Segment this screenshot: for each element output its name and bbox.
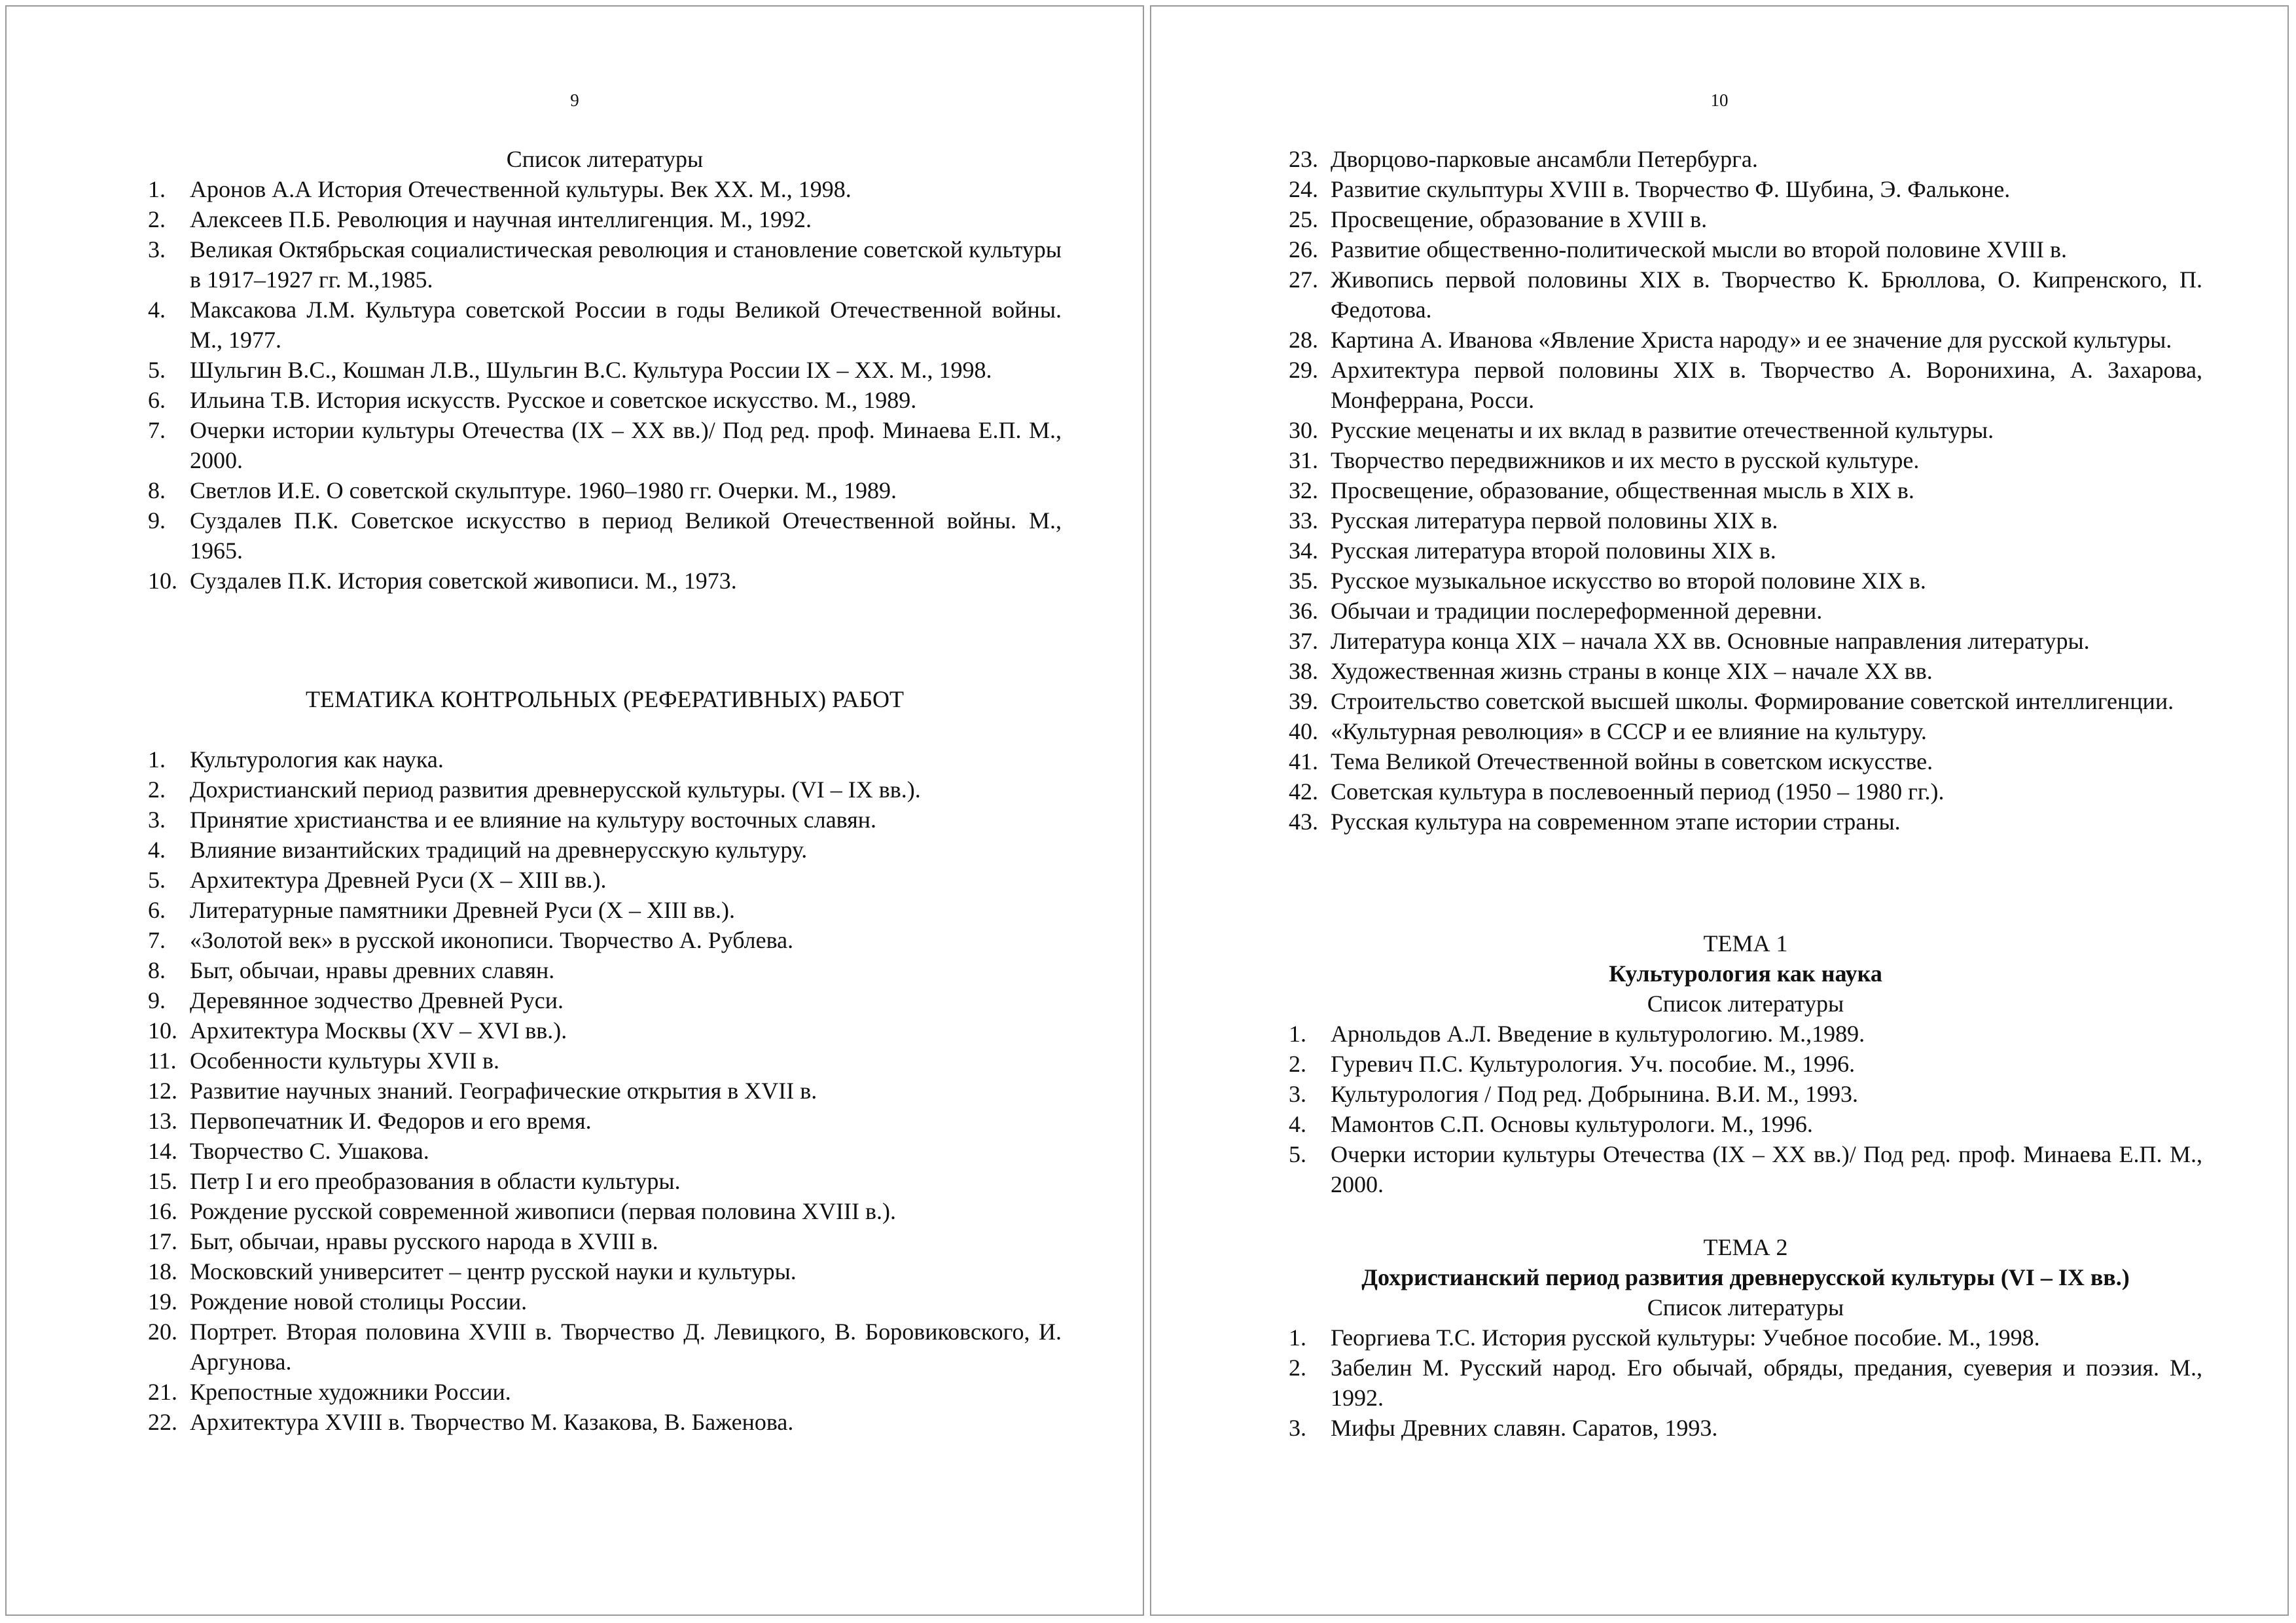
list-item-number: 1. <box>1289 1324 1306 1351</box>
list-item-number: 17. <box>148 1228 177 1254</box>
list-item <box>1289 204 2202 234</box>
list-item-number: 5. <box>1289 1141 1306 1167</box>
list-item-text: Алексеев П.Б. Революция и научная интеллигенция. М., 1992. <box>190 206 812 232</box>
list-item <box>1289 355 2202 415</box>
list-item-number: 12. <box>148 1078 177 1104</box>
list-item-text: Картина А. Иванова «Явление Христа народу» и ее значение для русской культуры. <box>1331 327 2172 353</box>
list-item-text: Ильина Т.В. История искусств. Русское и советское искусство. М., 1989. <box>190 387 917 413</box>
list-item-text: Дворцово-парковые ансамбли Петербурга. <box>1331 146 1758 172</box>
list-item-number: 20. <box>148 1319 177 1345</box>
list-item-text: Быт, обычаи, нравы древних славян. <box>190 957 555 983</box>
list-item-text: Литература конца XIX – начала XX вв. Основные направления литературы. <box>1331 628 2090 654</box>
list-item <box>1289 686 2202 716</box>
list-item <box>148 775 1062 805</box>
list-item-number: 8. <box>148 957 166 983</box>
list-item-number: 36. <box>1289 598 1318 624</box>
list-item-number: 35. <box>1289 568 1318 594</box>
list-item <box>1289 1019 2202 1049</box>
list-item <box>1289 566 2202 596</box>
list-item <box>1289 325 2202 355</box>
list-item-number: 2. <box>148 206 166 232</box>
list-item-text: «Золотой век» в русской иконописи. Творчество А. Рублева. <box>190 927 794 953</box>
list-item <box>148 204 1062 234</box>
list-item <box>1289 807 2202 837</box>
list-item <box>148 1106 1062 1136</box>
list-item <box>1289 234 2202 264</box>
list-item-text: Архитектура первой половины XIX в. Творчество А. Воронихина, А. Захарова, Монферрана, Росси. <box>1331 357 2202 413</box>
list-item-text: Русское музыкальное искусство во второй половине XIX в. <box>1331 568 1926 594</box>
list-item-number: 15. <box>148 1168 177 1194</box>
list-item-number: 32. <box>1289 477 1318 503</box>
list-item-text: Московский университет – центр русской науки и культуры. <box>190 1258 797 1285</box>
list-item-number: 29. <box>1289 357 1318 383</box>
tema1-subtitle: Список литературы <box>1647 991 1844 1017</box>
list-item-number: 27. <box>1289 266 1318 293</box>
list-item <box>1289 144 2202 174</box>
list-item <box>148 385 1062 415</box>
list-item-number: 28. <box>1289 327 1318 353</box>
list-item <box>148 955 1062 985</box>
list-item-text: Творчество С. Ушакова. <box>190 1138 429 1164</box>
list-item-number: 3. <box>1289 1415 1306 1441</box>
list-item <box>148 174 1062 204</box>
topics-list <box>148 744 1062 1437</box>
list-item <box>1289 1049 2202 1079</box>
list-item-text: Рождение новой столицы России. <box>190 1288 528 1315</box>
list-item-number: 6. <box>148 897 166 923</box>
list-item-number: 5. <box>148 867 166 893</box>
list-item-number: 37. <box>1289 628 1318 654</box>
list-item-text: Суздалев П.К. Советское искусство в период Великой Отечественной войны. М., 1965. <box>190 507 1062 564</box>
list-item <box>1289 264 2202 325</box>
list-item-text: «Культурная революция» в СССР и ее влияние на культуру. <box>1331 718 1927 744</box>
list-item-text: Обычаи и традиции послереформенной деревни. <box>1331 598 1823 624</box>
list-item-number: 26. <box>1289 236 1318 263</box>
list-item-number: 7. <box>148 417 166 443</box>
list-item-number: 31. <box>1289 447 1318 473</box>
list-item <box>1289 776 2202 807</box>
list-item <box>1289 1139 2202 1199</box>
list-item <box>148 415 1062 475</box>
list-item-text: Шульгин В.С., Кошман Л.В., Шульгин В.С. Культура России IX – XX. М., 1998. <box>190 357 992 383</box>
list-item-number: 3. <box>148 236 166 263</box>
list-item <box>1289 1109 2202 1139</box>
list-item-text: Крепостные художники России. <box>190 1379 511 1405</box>
tema2-title: Дохристианский период развития древнерусской культуры (VI – IX вв.) <box>1361 1264 2130 1290</box>
list-item-text: Строительство советской высшей школы. Формирование советской интеллигенции. <box>1331 688 2174 714</box>
list-item-number: 10. <box>148 568 177 594</box>
list-item-text: Светлов И.Е. О советской скульптуре. 1960–1980 гг. Очерки. М., 1989. <box>190 477 897 503</box>
page-right <box>1150 5 2289 1616</box>
list-item-text: Литературные памятники Древней Руси (X – XIII вв.). <box>190 897 735 923</box>
list-item <box>148 835 1062 865</box>
list-item <box>148 505 1062 566</box>
list-item-text: Очерки истории культуры Отечества (IX – XX вв.)/ Под ред. проф. Минаева Е.П. М., 2000. <box>1331 1141 2202 1197</box>
list-item-number: 43. <box>1289 809 1318 835</box>
tema2-list <box>1289 1322 2202 1443</box>
list-item-number: 9. <box>148 507 166 534</box>
list-item-number: 38. <box>1289 658 1318 684</box>
list-item-text: Арнольдов А.Л. Введение в культурологию. М.,1989. <box>1331 1021 1865 1047</box>
list-item-number: 4. <box>148 837 166 863</box>
list-item <box>148 1377 1062 1407</box>
list-item <box>148 1076 1062 1106</box>
list-item-text: Великая Октябрьская социалистическая революция и становление советской культуры в 1917–1927 гг. М.,1985. <box>190 236 1062 293</box>
list-item-text: Быт, обычаи, нравы русского народа в XVIII в. <box>190 1228 658 1254</box>
list-item-number: 1. <box>148 176 166 202</box>
list-item <box>148 566 1062 596</box>
tema2-subtitle: Список литературы <box>1647 1294 1844 1321</box>
list-item-text: Забелин М. Русский народ. Его обычай, обряды, предания, суеверия и поэзия. М., 1992. <box>1331 1355 2202 1411</box>
list-item <box>148 1407 1062 1437</box>
list-item-number: 41. <box>1289 748 1318 775</box>
list-item-number: 4. <box>148 297 166 323</box>
list-item-text: Художественная жизнь страны в конце XIX – начале XX вв. <box>1331 658 1933 684</box>
list-item-number: 7. <box>148 927 166 953</box>
list-item <box>1289 475 2202 505</box>
tema2-label: ТЕМА 2 <box>1703 1234 1788 1260</box>
list-item <box>1289 536 2202 566</box>
page-content <box>1289 144 2202 1443</box>
list-item <box>1289 1079 2202 1109</box>
list-item <box>148 985 1062 1015</box>
list-item-number: 2. <box>1289 1355 1306 1381</box>
list-item-number: 19. <box>148 1288 177 1315</box>
list-item <box>1289 415 2202 445</box>
list-item-text: Русская литература первой половины XIX в. <box>1331 507 1778 534</box>
list-item-number: 21. <box>148 1379 177 1405</box>
list-item-number: 3. <box>148 807 166 833</box>
list-item <box>1289 505 2202 536</box>
list-item <box>148 1256 1062 1286</box>
list-item-number: 39. <box>1289 688 1318 714</box>
list-item <box>148 1286 1062 1317</box>
list-item-number: 1. <box>1289 1021 1306 1047</box>
list-item-text: Архитектура Древней Руси (X – XIII вв.). <box>190 867 607 893</box>
list-item-number: 1. <box>148 746 166 773</box>
list-item <box>148 1015 1062 1046</box>
list-item-text: Тема Великой Отечественной войны в советском искусстве. <box>1331 748 1933 775</box>
list-item-text: Культурология как наука. <box>190 746 444 773</box>
list-item-text: Архитектура Москвы (XV – XVI вв.). <box>190 1017 567 1044</box>
list-item-text: Дохристианский период развития древнерусской культуры. (VI – IX вв.). <box>190 776 921 803</box>
list-item <box>148 1136 1062 1166</box>
tema1-list <box>1289 1019 2202 1199</box>
list-item-text: Влияние византийских традиций на древнерусскую культуру. <box>190 837 808 863</box>
list-item-text: Архитектура XVIII в. Творчество М. Казакова, В. Баженова. <box>190 1409 794 1435</box>
list-item <box>1289 174 2202 204</box>
list-item <box>148 475 1062 505</box>
list-item-text: Портрет. Вторая половина XVIII в. Творчество Д. Левицкого, В. Боровиковского, И. Аргунова. <box>190 1319 1062 1375</box>
tema1-title: Культурология как наука <box>1609 960 1882 987</box>
list-item <box>1289 746 2202 776</box>
list-item-text: Деревянное зодчество Древней Руси. <box>190 987 564 1013</box>
list-item <box>1289 1353 2202 1413</box>
list-item-number: 23. <box>1289 146 1318 172</box>
list-item-text: Петр I и его преобразования в области культуры. <box>190 1168 681 1194</box>
list-item-number: 42. <box>1289 778 1318 805</box>
list-item-text: Суздалев П.К. История советской живописи. М., 1973. <box>190 568 737 594</box>
topics-title: ТЕМАТИКА КОНТРОЛЬНЫХ (РЕФЕРАТИВНЫХ) РАБОТ <box>306 686 904 712</box>
list-item-text: Георгиева Т.С. История русской культуры: Учебное пособие. М., 1998. <box>1331 1324 2040 1351</box>
list-item-number: 40. <box>1289 718 1318 744</box>
list-item-number: 25. <box>1289 206 1318 232</box>
list-item-number: 33. <box>1289 507 1318 534</box>
list-item <box>148 1166 1062 1196</box>
list-item <box>148 895 1062 925</box>
list-item-text: Творчество передвижников и их место в русской культуре. <box>1331 447 1920 473</box>
list-item-number: 18. <box>148 1258 177 1285</box>
tema1-label: ТЕМА 1 <box>1703 930 1788 957</box>
list-item-text: Русская литература второй половины XIX в. <box>1331 538 1776 564</box>
list-item <box>148 1046 1062 1076</box>
list-item-number: 3. <box>1289 1081 1306 1107</box>
list-item-number: 8. <box>148 477 166 503</box>
list-item-text: Принятие христианства и ее влияние на культуру восточных славян. <box>190 807 877 833</box>
list-item-text: Первопечатник И. Федоров и его время. <box>190 1108 592 1134</box>
list-item-text: Культурология / Под ред. Добрынина. В.И. М., 1993. <box>1331 1081 1859 1107</box>
list-item-text: Развитие научных знаний. Географические открытия в XVII в. <box>190 1078 817 1104</box>
list-item-text: Живопись первой половины XIX в. Творчество К. Брюллова, О. Кипренского, П. Федотова. <box>1331 266 2202 323</box>
list-item-text: Мифы Древних славян. Саратов, 1993. <box>1331 1415 1718 1441</box>
list-item <box>148 234 1062 295</box>
list-item <box>1289 596 2202 626</box>
list-item-number: 11. <box>148 1048 177 1074</box>
topics-list-continued <box>1289 144 2202 837</box>
list-item <box>1289 626 2202 656</box>
list-item <box>148 1196 1062 1226</box>
list-item-text: Максакова Л.М. Культура советской России в годы Великой Отечественной войны. М., 1977. <box>190 297 1062 353</box>
list-item-number: 13. <box>148 1108 177 1134</box>
list-item-number: 14. <box>148 1138 177 1164</box>
list-item-text: Просвещение, образование в XVIII в. <box>1331 206 1708 232</box>
list-item-number: 2. <box>148 776 166 803</box>
page-left <box>5 5 1144 1616</box>
list-item <box>148 925 1062 955</box>
page-content <box>148 144 1062 1437</box>
list-item <box>148 805 1062 835</box>
list-item-number: 2. <box>1289 1051 1306 1077</box>
list-item-text: Аронов А.А История Отечественной культуры. Век XX. М., 1998. <box>190 176 852 202</box>
list-item <box>148 744 1062 775</box>
list-item-number: 10. <box>148 1017 177 1044</box>
list-item-number: 22. <box>148 1409 177 1435</box>
list-item-number: 9. <box>148 987 166 1013</box>
list-item-text: Русские меценаты и их вклад в развитие отечественной культуры. <box>1331 417 1994 443</box>
bibliography-list <box>148 174 1062 596</box>
list-item <box>148 1226 1062 1256</box>
list-item-number: 5. <box>148 357 166 383</box>
list-item-number: 30. <box>1289 417 1318 443</box>
list-item <box>148 295 1062 355</box>
list-item-text: Развитие скульптуры XVIII в. Творчество Ф. Шубина, Э. Фальконе. <box>1331 176 2011 202</box>
list-item <box>1289 1322 2202 1353</box>
list-item-text: Русская культура на современном этапе истории страны. <box>1331 809 1901 835</box>
list-item <box>1289 1413 2202 1443</box>
list-item-text: Мамонтов С.П. Основы культурологи. М., 1996. <box>1331 1111 1813 1137</box>
list-item-text: Гуревич П.С. Культурология. Уч. пособие. М., 1996. <box>1331 1051 1856 1077</box>
list-item-number: 6. <box>148 387 166 413</box>
list-item-text: Особенности культуры XVII в. <box>190 1048 500 1074</box>
list-item-text: Развитие общественно-политической мысли во второй половине XVIII в. <box>1331 236 2068 263</box>
list-item-number: 16. <box>148 1198 177 1224</box>
list-item-number: 4. <box>1289 1111 1306 1137</box>
list-item <box>148 865 1062 895</box>
page-number: 10 <box>1710 90 1729 110</box>
list-item-text: Советская культура в послевоенный период (1950 – 1980 гг.). <box>1331 778 1945 805</box>
list-item <box>1289 716 2202 746</box>
list-item-text: Просвещение, образование, общественная мысль в XIX в. <box>1331 477 1914 503</box>
list-item-number: 34. <box>1289 538 1318 564</box>
list-item-text: Очерки истории культуры Отечества (IX – XX вв.)/ Под ред. проф. Минаева Е.П. М., 2000. <box>190 417 1062 473</box>
list-item-number: 24. <box>1289 176 1318 202</box>
list-item <box>1289 445 2202 475</box>
list-item-text: Рождение русской современной живописи (первая половина XVIII в.). <box>190 1198 896 1224</box>
list-item <box>148 355 1062 385</box>
page-number: 9 <box>570 90 579 110</box>
bibliography-title: Список литературы <box>506 146 704 172</box>
list-item <box>148 1317 1062 1377</box>
list-item <box>1289 656 2202 686</box>
